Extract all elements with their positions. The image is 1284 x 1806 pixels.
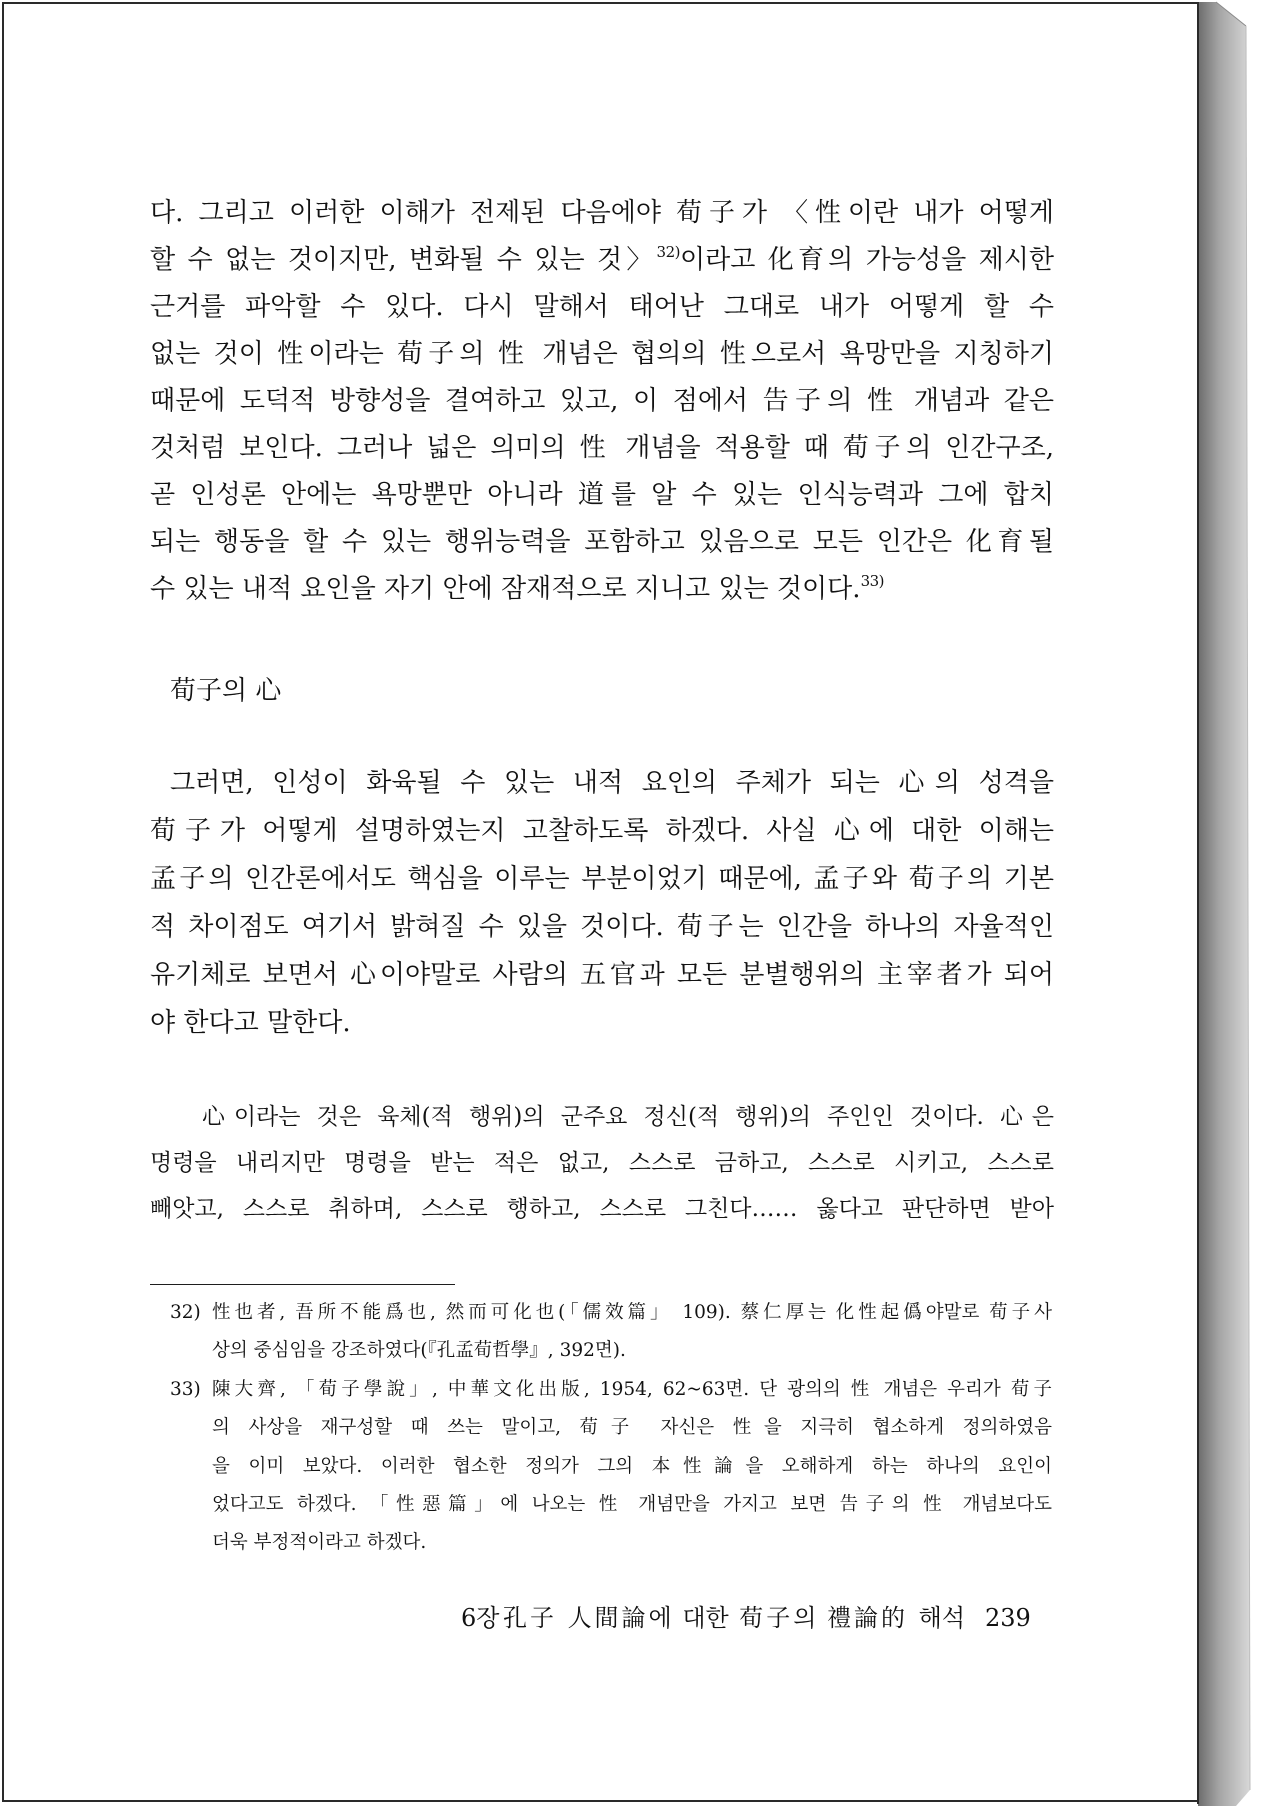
footnote-33 <box>170 1371 1052 1563</box>
page-number: 239 <box>985 1604 1031 1632</box>
paragraph-line: 적 차이점도 여기서 밝혀질 수 있을 것이다. 荀子는 인간을 하나의 자율적인 <box>150 912 1054 942</box>
footnote-text <box>212 1294 1052 1371</box>
paragraph-line: 유기체로 보면서 心이야말로 사람의 五官과 모든 분별행위의 主宰者가 되어 <box>150 960 1054 990</box>
footnote-line: 을 이미 보았다. 이러한 협소한 정의가 그의 本性論을 오해하게 하는 하나의 요인이 <box>212 1455 1052 1477</box>
footnote-32 <box>170 1294 1052 1371</box>
footnote-line: 더욱 부정적이라고 하겠다. <box>212 1532 427 1554</box>
footnote-line: 性也者, 吾所不能爲也, 然而可化也(「儒效篇」 109). 蔡仁厚는 化性起僞야말로 荀子사 <box>212 1302 1052 1323</box>
footnote-number: 32) <box>170 1302 201 1323</box>
paragraph-line: 되는 행동을 할 수 있는 행위능력을 포함하고 있음으로 모든 인간은 化育될 <box>150 527 1054 557</box>
body-paragraph-1 <box>150 190 1054 613</box>
paragraph-line: 荀子가 어떻게 설명하였는지 고찰하도록 하겠다. 사실 心에 대한 이해는 <box>150 816 1054 846</box>
line-text: 할 수 없는 것이지만, 변화될 수 있는 것〉 <box>150 245 657 275</box>
paragraph-line: 곧 인성론 안에는 욕망뿐만 아니라 道를 알 수 있는 인식능력과 그에 합치 <box>150 480 1054 510</box>
paragraph-line: 그러면, 인성이 화육될 수 있는 내적 요인의 주체가 되는 心의 성격을 <box>170 768 1054 798</box>
paragraph-line: 孟子의 인간론에서도 핵심을 이루는 부분이었기 때문에, 孟子와 荀子의 기본 <box>150 864 1054 894</box>
paragraph-line: 다. 그리고 이러한 이해가 전제된 다음에야 荀子가 〈性이란 내가 어떻게 <box>150 198 1054 228</box>
paragraph-line <box>150 566 1054 613</box>
footnote-line: 상의 중심임을 강조하였다(『孔孟荀哲學』, 392면). <box>212 1340 626 1362</box>
footnote-separator <box>150 1284 455 1285</box>
section-heading: 荀子의 心 <box>170 676 282 706</box>
footnote-reference: 33) <box>860 572 885 590</box>
footnote-line: 陳大齊, 「荀子學說」, 中華文化出版, 1954, 62~63면. 단 광의의 性 개념은 우리가 荀子 <box>212 1378 1052 1400</box>
footnote-line: 었다고도 하겠다. 「性惡篇」에 나오는 性 개념만을 가지고 보면 告子의 性 개념보다도 <box>212 1494 1052 1516</box>
paragraph-line: 없는 것이 性이라는 荀子의 性 개념은 협의의 性으로서 욕망만을 지칭하기 <box>150 339 1054 369</box>
footer-chapter: 6장 <box>461 1604 500 1632</box>
paragraph-line: 야 한다고 말한다. <box>150 1008 351 1038</box>
body-paragraph-2 <box>150 759 1054 1047</box>
quote-line: 명령을 내리지만 명령을 받는 적은 없고, 스스로 금하고, 스스로 시키고, 스스로 <box>150 1150 1054 1176</box>
quote-line: 心이라는 것은 육체(적 행위)의 군주요 정신(적 행위)의 주인인 것이다. 心은 <box>202 1104 1054 1130</box>
paragraph-line: 것처럼 보인다. 그러나 넓은 의미의 性 개념을 적용할 때 荀子의 인간구조, <box>150 433 1054 463</box>
paragraph-line <box>150 237 1054 284</box>
footer-chapter-title: 孔子 人間論에 대한 荀子의 禮論的 해석 <box>503 1604 965 1632</box>
line-text: 수 있는 내적 요인을 자기 안에 잠재적으로 지니고 있는 것이다. <box>150 574 861 604</box>
quote-line: 빼앗고, 스스로 취하며, 스스로 행하고, 스스로 그친다…… 옳다고 판단하면 받아 <box>150 1196 1054 1222</box>
paragraph-line: 때문에 도덕적 방향성을 결여하고 있고, 이 점에서 告子의 性 개념과 같은 <box>150 386 1054 416</box>
footnote-reference: 32) <box>656 243 680 261</box>
paragraph-line: 근거를 파악할 수 있다. 다시 말해서 태어난 그대로 내가 어떻게 할 수 <box>150 292 1054 322</box>
block-quote <box>150 1094 1054 1232</box>
footnote-text <box>212 1371 1052 1563</box>
line-text: 이라고 化育의 가능성을 제시한 <box>680 245 1055 275</box>
footnote-line: 의 사상을 재구성할 때 쓰는 말이고, 荀子 자신은 性을 지극히 협소하게 정의하였음 <box>212 1417 1052 1439</box>
footnote-number: 33) <box>170 1378 201 1400</box>
